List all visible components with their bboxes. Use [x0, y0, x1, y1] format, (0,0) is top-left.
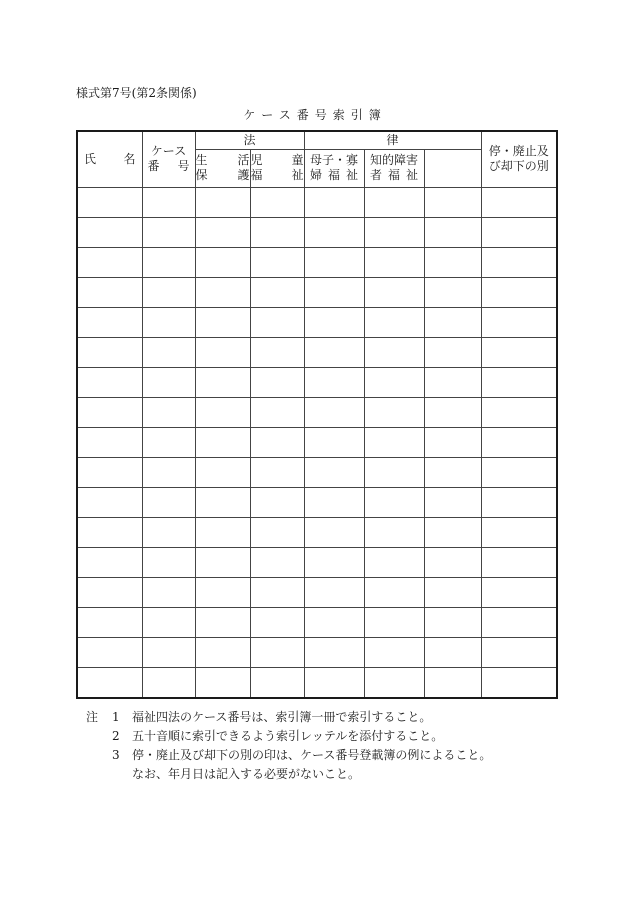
note-item-1: 注 1 福祉四法のケース番号は、索引簿一冊で索引すること。: [86, 708, 491, 727]
cell-child: [250, 187, 304, 217]
cell-stop: [481, 277, 557, 307]
cell-mother-child: [304, 247, 364, 277]
cell-name: [77, 397, 142, 427]
cell-mother-child: [304, 187, 364, 217]
cell-blank: [424, 397, 481, 427]
cell-mother-child: [304, 397, 364, 427]
case-index-table: [76, 130, 558, 699]
header-case-number: ケース 番 号: [142, 131, 195, 187]
cell-intellectual: [364, 457, 424, 487]
cell-stop: [481, 187, 557, 217]
cell-case-number: [142, 187, 195, 217]
table-row: [77, 187, 557, 217]
cell-stop: [481, 427, 557, 457]
table-row: [77, 397, 557, 427]
table-row: [77, 247, 557, 277]
page-title: ケース番号索引簿: [243, 108, 387, 122]
cell-mother-child: [304, 457, 364, 487]
cell-stop: [481, 397, 557, 427]
cell-blank: [424, 247, 481, 277]
table-row: [77, 337, 557, 367]
cell-livelihood: [195, 217, 250, 247]
cell-name: [77, 487, 142, 517]
cell-mother-child: [304, 277, 364, 307]
cell-case-number: [142, 577, 195, 607]
header-intellectual-disability-welfare: 知的障害 者 福 祉: [364, 149, 424, 187]
cell-intellectual: [364, 607, 424, 637]
cell-intellectual: [364, 367, 424, 397]
cell-stop: [481, 547, 557, 577]
cell-blank: [424, 337, 481, 367]
cell-case-number: [142, 427, 195, 457]
cell-intellectual: [364, 277, 424, 307]
note-continuation: なお、年月日は記入する必要がないこと。: [132, 767, 361, 781]
cell-livelihood: [195, 667, 250, 698]
cell-name: [77, 247, 142, 277]
note-item-3: 3 停・廃止及び却下の別の印は、ケース番号登載簿の例によること。: [112, 748, 492, 762]
cell-name: [77, 277, 142, 307]
cell-mother-child: [304, 307, 364, 337]
cell-blank: [424, 277, 481, 307]
cell-mother-child: [304, 607, 364, 637]
cell-case-number: [142, 517, 195, 547]
table-row: [77, 427, 557, 457]
cell-mother-child: [304, 547, 364, 577]
cell-mother-child: [304, 487, 364, 517]
cell-blank: [424, 517, 481, 547]
table-row: [77, 367, 557, 397]
cell-intellectual: [364, 577, 424, 607]
cell-case-number: [142, 547, 195, 577]
cell-child: [250, 487, 304, 517]
cell-child: [250, 397, 304, 427]
cell-child: [250, 667, 304, 698]
table-row: [77, 487, 557, 517]
cell-case-number: [142, 307, 195, 337]
cell-child: [250, 577, 304, 607]
cell-child: [250, 427, 304, 457]
cell-livelihood: [195, 277, 250, 307]
cell-name: [77, 517, 142, 547]
cell-intellectual: [364, 517, 424, 547]
cell-child: [250, 217, 304, 247]
cell-name: [77, 577, 142, 607]
header-child-welfare: 児 童 福 祉: [250, 149, 304, 187]
cell-case-number: [142, 397, 195, 427]
cell-blank: [424, 667, 481, 698]
cell-blank: [424, 487, 481, 517]
cell-name: [77, 337, 142, 367]
cell-name: [77, 427, 142, 457]
cell-child: [250, 367, 304, 397]
cell-mother-child: [304, 637, 364, 667]
header-stop-abolish-reject: 停・廃止及 び却下の別: [481, 131, 557, 187]
cell-stop: [481, 307, 557, 337]
table-row: [77, 457, 557, 487]
cell-blank: [424, 427, 481, 457]
cell-case-number: [142, 607, 195, 637]
cell-mother-child: [304, 517, 364, 547]
cell-livelihood: [195, 337, 250, 367]
notes-section: [86, 708, 491, 784]
cell-child: [250, 277, 304, 307]
cell-name: [77, 667, 142, 698]
cell-case-number: [142, 637, 195, 667]
cell-name: [77, 637, 142, 667]
cell-intellectual: [364, 667, 424, 698]
cell-name: [77, 367, 142, 397]
cell-case-number: [142, 247, 195, 277]
cell-blank: [424, 607, 481, 637]
cell-child: [250, 307, 304, 337]
cell-livelihood: [195, 187, 250, 217]
cell-mother-child: [304, 367, 364, 397]
cell-livelihood: [195, 367, 250, 397]
cell-livelihood: [195, 427, 250, 457]
cell-blank: [424, 577, 481, 607]
cell-child: [250, 247, 304, 277]
cell-livelihood: [195, 307, 250, 337]
cell-mother-child: [304, 427, 364, 457]
header-livelihood-protection: 生 活 保 護: [195, 149, 250, 187]
cell-child: [250, 457, 304, 487]
cell-case-number: [142, 367, 195, 397]
cell-livelihood: [195, 457, 250, 487]
cell-child: [250, 517, 304, 547]
cell-child: [250, 607, 304, 637]
header-name: 氏 名: [77, 131, 142, 187]
cell-livelihood: [195, 637, 250, 667]
cell-stop: [481, 337, 557, 367]
table-row: [77, 607, 557, 637]
cell-stop: [481, 577, 557, 607]
cell-blank: [424, 637, 481, 667]
cell-stop: [481, 457, 557, 487]
cell-stop: [481, 217, 557, 247]
cell-case-number: [142, 337, 195, 367]
table-row: [77, 577, 557, 607]
cell-intellectual: [364, 637, 424, 667]
header-blank-column: [424, 149, 481, 187]
notes-heading: 注: [86, 710, 99, 724]
table-body: [77, 187, 557, 698]
cell-blank: [424, 307, 481, 337]
cell-child: [250, 637, 304, 667]
table-row: [77, 667, 557, 698]
cell-blank: [424, 217, 481, 247]
cell-name: [77, 307, 142, 337]
table-row: [77, 307, 557, 337]
cell-intellectual: [364, 337, 424, 367]
cell-blank: [424, 187, 481, 217]
form-number-label: 様式第7号(第2条関係): [76, 86, 197, 100]
cell-intellectual: [364, 487, 424, 517]
cell-child: [250, 547, 304, 577]
cell-stop: [481, 247, 557, 277]
cell-case-number: [142, 457, 195, 487]
cell-livelihood: [195, 397, 250, 427]
header-law-left: 法: [195, 131, 304, 149]
cell-intellectual: [364, 427, 424, 457]
cell-mother-child: [304, 577, 364, 607]
table-row: [77, 637, 557, 667]
cell-blank: [424, 367, 481, 397]
case-index-table-wrapper: [76, 130, 556, 698]
table-row: [77, 547, 557, 577]
cell-mother-child: [304, 667, 364, 698]
note-item-2: 2 五十音順に索引できるよう索引レッテルを添付すること。: [112, 729, 444, 743]
cell-livelihood: [195, 547, 250, 577]
cell-stop: [481, 487, 557, 517]
cell-intellectual: [364, 217, 424, 247]
cell-intellectual: [364, 547, 424, 577]
table-row: [77, 217, 557, 247]
header-mother-child-widow-welfare: 母子・寡 婦 福 祉: [304, 149, 364, 187]
cell-name: [77, 457, 142, 487]
cell-name: [77, 547, 142, 577]
cell-livelihood: [195, 487, 250, 517]
cell-stop: [481, 367, 557, 397]
cell-mother-child: [304, 217, 364, 247]
cell-child: [250, 337, 304, 367]
cell-livelihood: [195, 247, 250, 277]
cell-livelihood: [195, 517, 250, 547]
cell-intellectual: [364, 187, 424, 217]
cell-name: [77, 187, 142, 217]
cell-blank: [424, 457, 481, 487]
cell-case-number: [142, 487, 195, 517]
cell-name: [77, 217, 142, 247]
cell-name: [77, 607, 142, 637]
table-row: [77, 277, 557, 307]
cell-stop: [481, 637, 557, 667]
cell-stop: [481, 517, 557, 547]
cell-livelihood: [195, 607, 250, 637]
header-law-right: 律: [304, 131, 481, 149]
cell-livelihood: [195, 577, 250, 607]
cell-intellectual: [364, 247, 424, 277]
cell-stop: [481, 607, 557, 637]
cell-intellectual: [364, 307, 424, 337]
cell-intellectual: [364, 397, 424, 427]
cell-case-number: [142, 667, 195, 698]
cell-case-number: [142, 277, 195, 307]
cell-stop: [481, 667, 557, 698]
cell-blank: [424, 547, 481, 577]
cell-mother-child: [304, 337, 364, 367]
cell-case-number: [142, 217, 195, 247]
table-row: [77, 517, 557, 547]
